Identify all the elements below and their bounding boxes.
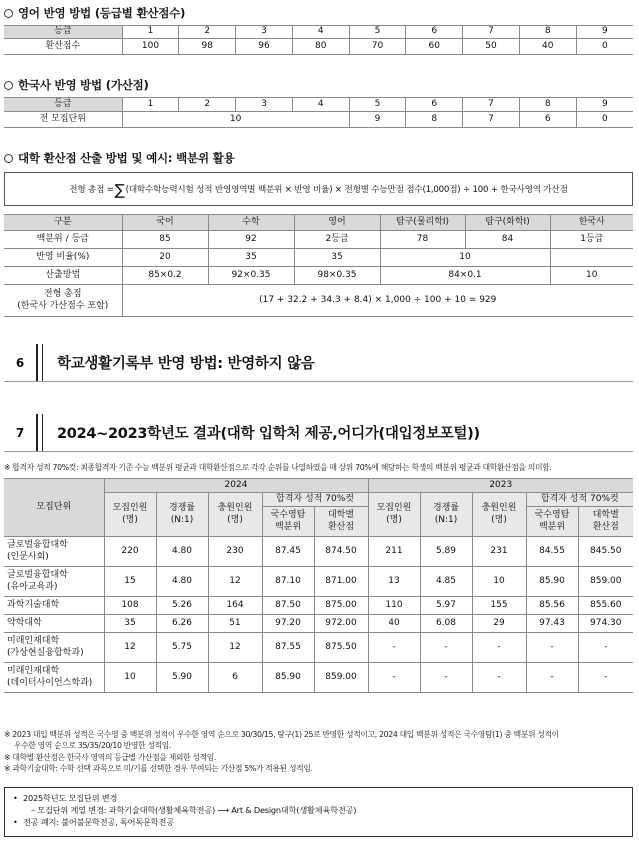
results-table [4,478,633,693]
english-score: 60 [406,39,463,55]
calc-cell: 92×0.35 [208,267,294,285]
results-note: ※ 대학별 환산점은 한국사 영역의 등급별 가산점을 제외한 성적임. [4,752,217,762]
calc-row-ratio [4,249,633,267]
english-grade: 5 [349,26,406,39]
col-capacity-label: 모집인원 [376,503,412,514]
results-note: ※ 2023 대입 백분위 성적은 국수영 중 백분위 성적이 우수한 영역 순으로 30/30/15, 탐구(1) 25로 반영한 성적이고, 2024 대입 백분위 성적은 국수영탐(1) 중 백분위 성적이 [4,730,559,739]
calc-cell: 78 [380,231,465,249]
col-univ-label-2: 환산점 [327,521,355,532]
english-row-label: 환산점수 [4,39,122,55]
english-grade: 7 [463,26,520,39]
sigma-icon: ∑ [114,181,125,199]
calc-cell: 92 [208,231,294,249]
result-value: 871.00 [314,567,368,597]
notice-item [13,793,624,805]
calc-cell: 10 [550,267,633,285]
english-grade: 3 [236,26,293,39]
history-header-label: 등급 [4,98,122,112]
calc-cell: 85×0.2 [122,267,208,285]
english-title-text: 영어 반영 방법 (등급별 환산점수) [18,6,186,20]
calc-cell: 35 [208,249,294,267]
result-value: 97.20 [262,615,314,633]
result-value: - [526,663,578,693]
result-value: 5.89 [420,537,472,567]
english-score: 100 [122,39,179,55]
calc-cell: 산출방법 [4,267,122,285]
col-univ-2024 [314,507,368,537]
calc-total-value: (17 + 32.2 + 34.3 + 8.4) × 1,000 ÷ 100 + 10 = 929 [122,285,633,317]
result-value: 12 [208,567,262,597]
history-row-label: 전 모집단위 [4,112,122,128]
unit-detail: (인문사회) [7,551,49,562]
result-value: 164 [208,597,262,615]
calc-header: 탐구(물리학Ⅰ) [380,215,465,231]
english-score: 80 [292,39,349,55]
result-value: 5.90 [156,663,208,693]
notice-box [4,787,633,837]
calc-cell: 반영 비율(%) [4,249,122,267]
history-score-row [4,112,633,128]
section-6-title: 학교생활기록부 반영 방법: 반영하지 않음 [57,356,315,372]
unit-name: 미래인재대학 [7,636,60,647]
col-pct-2023 [526,507,578,537]
results-year-row [4,479,633,493]
result-value: 12 [208,633,262,663]
cut-header-2024: 합격자 성적 70%컷 [262,493,368,507]
col-ratio-2023 [420,493,472,537]
table-row [4,663,633,693]
result-value: 85.56 [526,597,578,615]
calc-header: 국어 [122,215,208,231]
result-value: 51 [208,615,262,633]
result-value: 87.50 [262,597,314,615]
unit-detail: (가상현실융합학과) [7,647,84,658]
col-filled-unit: (명) [491,514,507,525]
col-capacity-unit: (명) [386,514,402,525]
unit-name: 글로벌융합대학 [7,570,68,581]
history-grade: 6 [406,98,463,112]
table-row [4,633,633,663]
col-univ-label: 대학별 [327,510,355,521]
formula-box [4,172,633,206]
result-value: - [420,663,472,693]
result-value: 974.30 [578,615,633,633]
col-filled-label: 충원인원 [217,503,253,514]
result-value: 87.55 [262,633,314,663]
result-value: - [472,633,526,663]
history-score: 6 [519,112,576,128]
history-score: 9 [349,112,406,128]
unit-name: 과학기술대학 [7,599,60,610]
calc-row-percentile [4,231,633,249]
result-value: 155 [472,597,526,615]
results-body [4,537,633,693]
calc-cell-merged: 84×0.1 [380,267,550,285]
col-filled-unit: (명) [227,514,243,525]
calc-cell: 85 [122,231,208,249]
unit-name: 미래인재대학 [7,666,60,677]
result-value: 10 [104,663,156,693]
history-grade: 5 [349,98,406,112]
result-value: 231 [472,537,526,567]
result-value: 5.97 [420,597,472,615]
result-value: 230 [208,537,262,567]
result-value: 84.55 [526,537,578,567]
col-filled-2023 [472,493,526,537]
calc-cell: 1등급 [550,231,633,249]
result-value: 6 [208,663,262,693]
result-value: 87.45 [262,537,314,567]
table-row [4,615,633,633]
calc-section-title [4,150,234,166]
english-grade: 8 [519,26,576,39]
calc-header: 수학 [208,215,294,231]
english-header-label: 등급 [4,26,122,39]
english-grade: 2 [179,26,236,39]
calc-cell: 35 [294,249,380,267]
history-grade: 9 [576,98,633,112]
unit-name: 글로벌융합대학 [7,540,68,551]
english-header-row [4,26,633,39]
result-value: 6.26 [156,615,208,633]
result-value: 874.50 [314,537,368,567]
result-value: 13 [368,567,420,597]
section-6-bar [4,344,633,382]
calc-cell: 98×0.35 [294,267,380,285]
calc-total-label [4,285,122,317]
result-value: 4.80 [156,567,208,597]
col-capacity-2024 [104,493,156,537]
results-unit-header: 모집단위 [4,479,104,537]
col-univ-2023 [578,507,633,537]
result-value: 97.43 [526,615,578,633]
history-grade: 3 [236,98,293,112]
unit-cell [4,633,104,663]
result-value: - [420,633,472,663]
result-value: 6.08 [420,615,472,633]
history-grade: 8 [519,98,576,112]
unit-cell [4,663,104,693]
english-score-row [4,39,633,55]
result-value: 4.80 [156,537,208,567]
calc-cell-merged: 10 [380,249,550,267]
english-grade: 6 [406,26,463,39]
result-value: 35 [104,615,156,633]
unit-cell [4,597,104,615]
result-value: 10 [472,567,526,597]
notice-item-text: 2025학년도 모집단위 변경 [23,793,118,803]
history-grade: 1 [122,98,179,112]
result-value: 108 [104,597,156,615]
unit-cell [4,615,104,633]
results-top-note: ※ 합격자 성적 70%컷: 최종합격자 기준 수능 백분위 평균과 대학환산점으로 각각 순위를 나열하였을 때 상위 70%에 해당하는 학생의 백분위 평균과 대학환산점을 의미함. [4,463,552,472]
history-table [4,97,633,128]
english-score: 98 [179,39,236,55]
bullet-icon: • [13,816,18,827]
calc-header: 한국사 [550,215,633,231]
result-value: - [368,633,420,663]
col-filled-2024 [208,493,262,537]
table-row [4,537,633,567]
result-value: 15 [104,567,156,597]
circle-bullet-icon [4,81,13,90]
col-ratio-2024 [156,493,208,537]
bullet-icon: • [13,793,18,803]
section-7-title: 2024~2023학년도 결과(대학 입학처 제공,어디가(대입정보포털)) [57,426,480,442]
result-value: 12 [104,633,156,663]
results-notes [4,729,633,774]
calc-cell: 백분위 / 등급 [4,231,122,249]
calc-header-row [4,215,633,231]
history-section-title [4,77,149,93]
calc-header: 구분 [4,215,122,231]
calc-cell: 20 [122,249,208,267]
english-score: 0 [576,39,633,55]
history-header-row [4,98,633,112]
result-value: - [368,663,420,693]
col-univ-label: 대학별 [592,510,619,521]
result-value: 859.00 [314,663,368,693]
history-score: 7 [463,112,520,128]
col-pct-2024 [262,507,314,537]
col-ratio-label: 경쟁률 [432,503,460,514]
results-note: ※ 과학기술대학: 수학 선택 과목으로 미/기를 선택한 경우 부여되는 가산점 5%가 적용된 성적임. [4,763,313,773]
result-value: 85.90 [262,663,314,693]
calc-cell: 2등급 [294,231,380,249]
result-value: 875.00 [314,597,368,615]
calc-cell: 84 [465,231,550,249]
english-score: 70 [349,39,406,55]
result-value: - [578,663,633,693]
result-value: 85.90 [526,567,578,597]
unit-name: 약학대학 [7,617,42,628]
total-label-line1: 전형 총점 [43,289,82,300]
calc-header: 영어 [294,215,380,231]
col-pct-label: 국수영탐 [270,510,306,521]
notice-item [13,817,624,829]
formula-lhs: 전형 총점 = [69,185,114,195]
result-value: 110 [368,597,420,615]
circle-bullet-icon [4,154,13,163]
unit-detail: (유아교육과) [7,581,58,592]
section-7-number: 7 [4,414,38,451]
col-capacity-unit: (명) [122,514,138,525]
english-score: 50 [463,39,520,55]
english-score: 96 [236,39,293,55]
table-row [4,567,633,597]
total-label-line2: (한국사 가산점수 포함) [17,300,109,311]
col-pct-label-2: 백분위 [538,521,566,532]
col-ratio-unit: (N:1) [434,514,458,525]
col-pct-label-2: 백분위 [274,521,302,532]
results-year-2023: 2023 [368,479,633,493]
history-grade: 7 [463,98,520,112]
history-grade: 4 [292,98,349,112]
result-value: 211 [368,537,420,567]
section-6-number: 6 [4,344,38,381]
col-filled-label: 충원인원 [481,503,517,514]
col-pct-label: 국수영탐 [534,510,570,521]
result-value: 87.10 [262,567,314,597]
result-value: 40 [368,615,420,633]
cut-header-2023: 합격자 성적 70%컷 [526,493,633,507]
unit-detail: (데이터사이언스학과) [7,677,93,688]
section-7-bar [4,414,633,452]
unit-cell [4,537,104,567]
history-merged-score: 10 [122,112,349,128]
english-section-title [4,5,185,21]
table-row [4,597,633,615]
notice-item-text: 전공 폐지: 불어불문학전공, 독어독문학전공 [23,816,174,827]
calc-row-method [4,267,633,285]
col-ratio-label: 경쟁률 [168,503,196,514]
calc-header: 탐구(화학Ⅰ) [465,215,550,231]
result-value: 855.60 [578,597,633,615]
result-value: - [472,663,526,693]
result-value: - [578,633,633,663]
result-value: 972.00 [314,615,368,633]
results-note: 우수한 영역 순으로 35/35/20/10 반영한 성적임. [14,741,172,751]
english-grade: 1 [122,26,179,39]
col-capacity-2023 [368,493,420,537]
history-score: 8 [406,112,463,128]
result-value: 875.50 [314,633,368,663]
english-table [4,25,633,55]
col-capacity-label: 모집인원 [112,503,148,514]
result-value: 29 [472,615,526,633]
history-title-text: 한국사 반영 방법 (가산점) [18,78,149,92]
unit-cell [4,567,104,597]
col-ratio-unit: (N:1) [170,514,194,525]
results-year-2024: 2024 [104,479,368,493]
col-univ-label-2: 환산점 [592,521,619,532]
circle-bullet-icon [4,9,13,18]
english-grade: 4 [292,26,349,39]
formula-rhs: (대학수학능력시험 성적 반영영역별 백분위 × 반영 비율) × 전형별 수능만점 점수(1,000점) ÷ 100 + 한국사영역 가산점 [125,185,568,195]
english-grade: 9 [576,26,633,39]
history-score: 0 [576,112,633,128]
result-value: 4.85 [420,567,472,597]
result-value: 5.26 [156,597,208,615]
result-value: - [526,633,578,663]
calc-cell [550,249,633,267]
notice-sub-item: – 모집단위 계열 변경: 과학기술대학(생활체육학전공) ⟶ Art & Design대학(생활체육학전공) [31,804,357,815]
result-value: 859.00 [578,567,633,597]
english-score: 40 [519,39,576,55]
result-value: 5.75 [156,633,208,663]
calc-table [4,214,633,317]
calc-title-text: 대학 환산점 산출 방법 및 예시: 백분위 활용 [18,151,235,165]
calc-row-total [4,285,633,317]
result-value: 220 [104,537,156,567]
result-value: 845.50 [578,537,633,567]
history-grade: 2 [179,98,236,112]
